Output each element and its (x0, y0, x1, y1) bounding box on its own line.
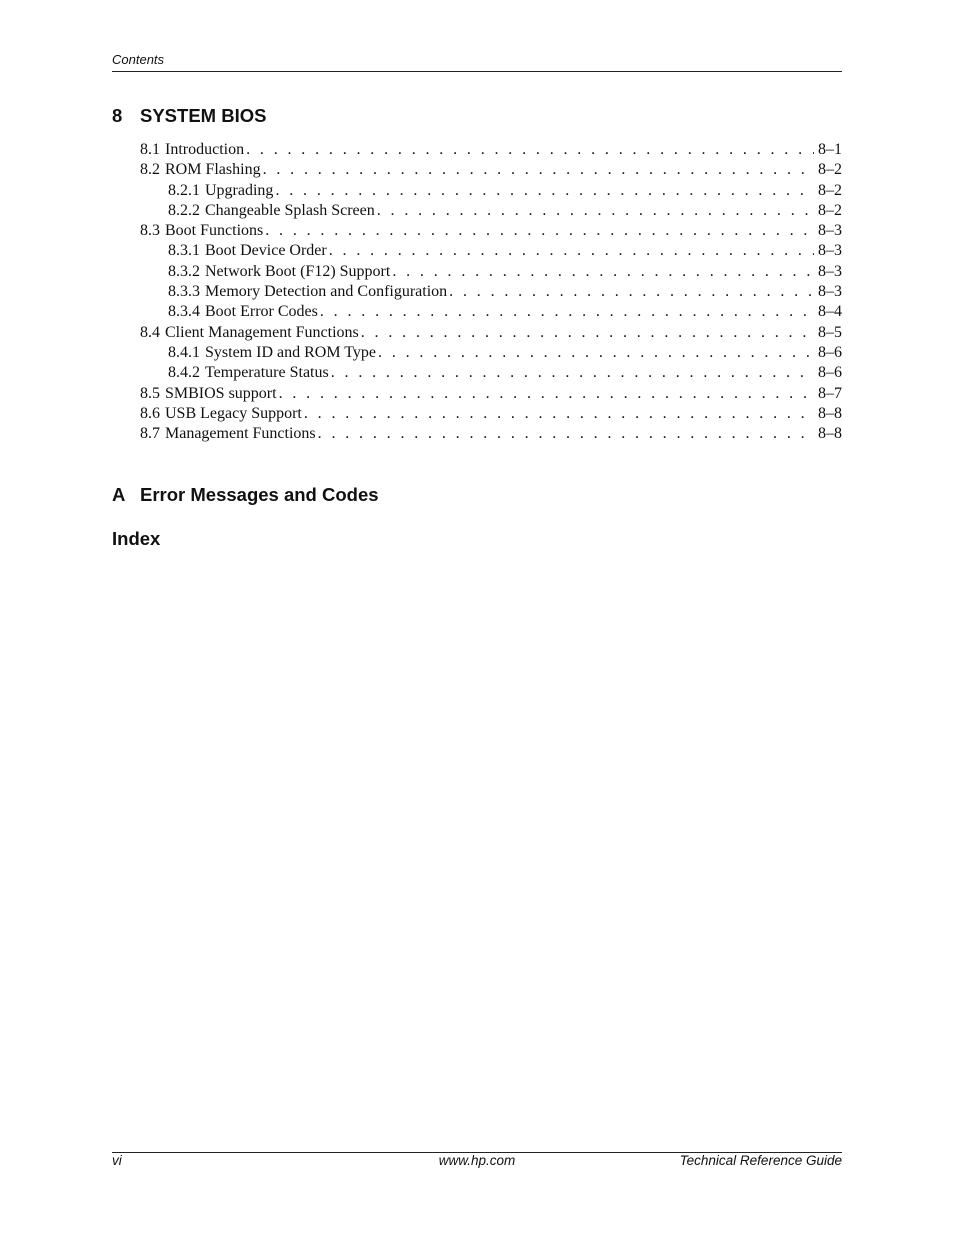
toc-entry-number: 8.1 (140, 141, 160, 158)
toc-entry-number: 8.3.2 (168, 262, 200, 280)
toc-entry-title: USB Legacy Support (165, 404, 302, 422)
chapter-number: 8 (112, 105, 123, 126)
toc-entry[interactable] (140, 221, 842, 241)
appendix-title: Error Messages and Codes (140, 484, 379, 505)
toc-entry-title: Boot Device Order (205, 242, 327, 260)
toc-entry-page: 8–6 (818, 343, 842, 361)
toc-entry[interactable] (140, 181, 842, 201)
appendix-letter: A (112, 484, 126, 505)
toc-entry-number: 8.4.1 (168, 343, 200, 361)
toc-entry-number: 8.7 (140, 425, 160, 443)
toc-entry-title: Boot Error Codes (205, 303, 318, 321)
toc-dot-leader (265, 221, 814, 241)
toc-entry-number: 8.4 (140, 323, 160, 341)
toc-entry[interactable] (140, 160, 842, 180)
toc-entry-page: 8–3 (818, 283, 842, 301)
toc-entry-page: 8–8 (818, 425, 842, 443)
toc-entry[interactable] (140, 140, 842, 160)
index-heading: Index (112, 528, 161, 549)
toc-entry-number: 8.2.2 (168, 201, 200, 219)
toc-entry-number: 8.2 (140, 161, 160, 179)
toc-dot-leader (329, 241, 814, 261)
toc-dot-leader (331, 363, 814, 383)
toc-entry-page: 8–7 (818, 384, 842, 402)
running-head: Contents (112, 52, 165, 67)
toc-entry-number: 8.5 (140, 384, 160, 402)
appendix-heading (112, 484, 379, 506)
toc-entry[interactable] (140, 262, 842, 282)
toc-entry-title: Introduction (165, 141, 245, 158)
toc-entry-page: 8–3 (818, 262, 842, 280)
chapter-heading (112, 105, 266, 127)
footer-page-number: vi (112, 1153, 122, 1168)
toc-dot-leader (246, 140, 814, 160)
toc-entry[interactable] (140, 201, 842, 221)
toc-entry-page: 8–1 (818, 141, 842, 158)
chapter-title: SYSTEM BIOS (140, 105, 267, 126)
toc-entry-title: ROM Flashing (165, 161, 261, 179)
toc-dot-leader (449, 282, 814, 302)
toc-entry-title: System ID and ROM Type (205, 343, 377, 361)
toc-entry-number: 8.3.1 (168, 242, 200, 260)
toc-entry[interactable] (140, 384, 842, 404)
toc-entry-page: 8–2 (818, 201, 842, 219)
toc-entry-page: 8–2 (818, 161, 842, 179)
toc-entry-number: 8.6 (140, 404, 160, 422)
toc-dot-leader (279, 384, 814, 404)
toc-entry-page: 8–8 (818, 404, 842, 422)
toc-entry-title: Client Management Functions (165, 323, 359, 341)
toc-entry-number: 8.2.1 (168, 181, 200, 199)
toc-dot-leader (377, 201, 814, 221)
toc-entry-title: Boot Functions (165, 222, 264, 240)
toc-dot-leader (320, 302, 814, 322)
toc-dot-leader (318, 424, 814, 444)
toc-entry-page: 8–2 (818, 181, 842, 199)
toc-entry-title: Memory Detection and Configuration (205, 283, 448, 301)
header-rule (112, 71, 842, 72)
toc-entry-number: 8.4.2 (168, 364, 200, 382)
toc-dot-leader (361, 323, 814, 343)
toc-entry-number: 8.3.4 (168, 303, 200, 321)
toc-entry-title: Upgrading (205, 181, 274, 199)
toc-entry[interactable] (140, 404, 842, 424)
toc-entry-number: 8.3.3 (168, 283, 200, 301)
toc-entry-title: Changeable Splash Screen (205, 201, 375, 219)
toc-entry-title: Network Boot (F12) Support (205, 262, 391, 280)
toc-entry-page: 8–3 (818, 242, 842, 260)
toc-entry[interactable] (140, 241, 842, 261)
footer-url: www.hp.com (438, 1153, 516, 1168)
toc-dot-leader (378, 343, 814, 363)
toc-dot-leader (263, 160, 814, 180)
toc-entry[interactable] (140, 363, 842, 383)
toc-entry[interactable] (140, 282, 842, 302)
toc-entry[interactable] (140, 424, 842, 444)
toc-entry[interactable] (140, 323, 842, 343)
toc-entry-title: SMBIOS support (165, 384, 277, 402)
toc-entry-page: 8–3 (818, 222, 842, 240)
toc-entry-page: 8–6 (818, 364, 842, 382)
toc-dot-leader (392, 262, 814, 282)
toc-entry[interactable] (140, 343, 842, 363)
toc-entry-page: 8–4 (818, 303, 842, 321)
footer-book-title: Technical Reference Guide (679, 1153, 842, 1168)
toc-dot-leader (275, 181, 814, 201)
toc-entry-title: Management Functions (165, 425, 316, 443)
toc-entries (140, 140, 842, 444)
toc-entry-title: Temperature Status (205, 364, 329, 382)
toc-entry-page: 8–5 (818, 323, 842, 341)
toc-entry-number: 8.3 (140, 222, 160, 240)
toc-dot-leader (304, 404, 814, 424)
toc-entry[interactable] (140, 302, 842, 322)
